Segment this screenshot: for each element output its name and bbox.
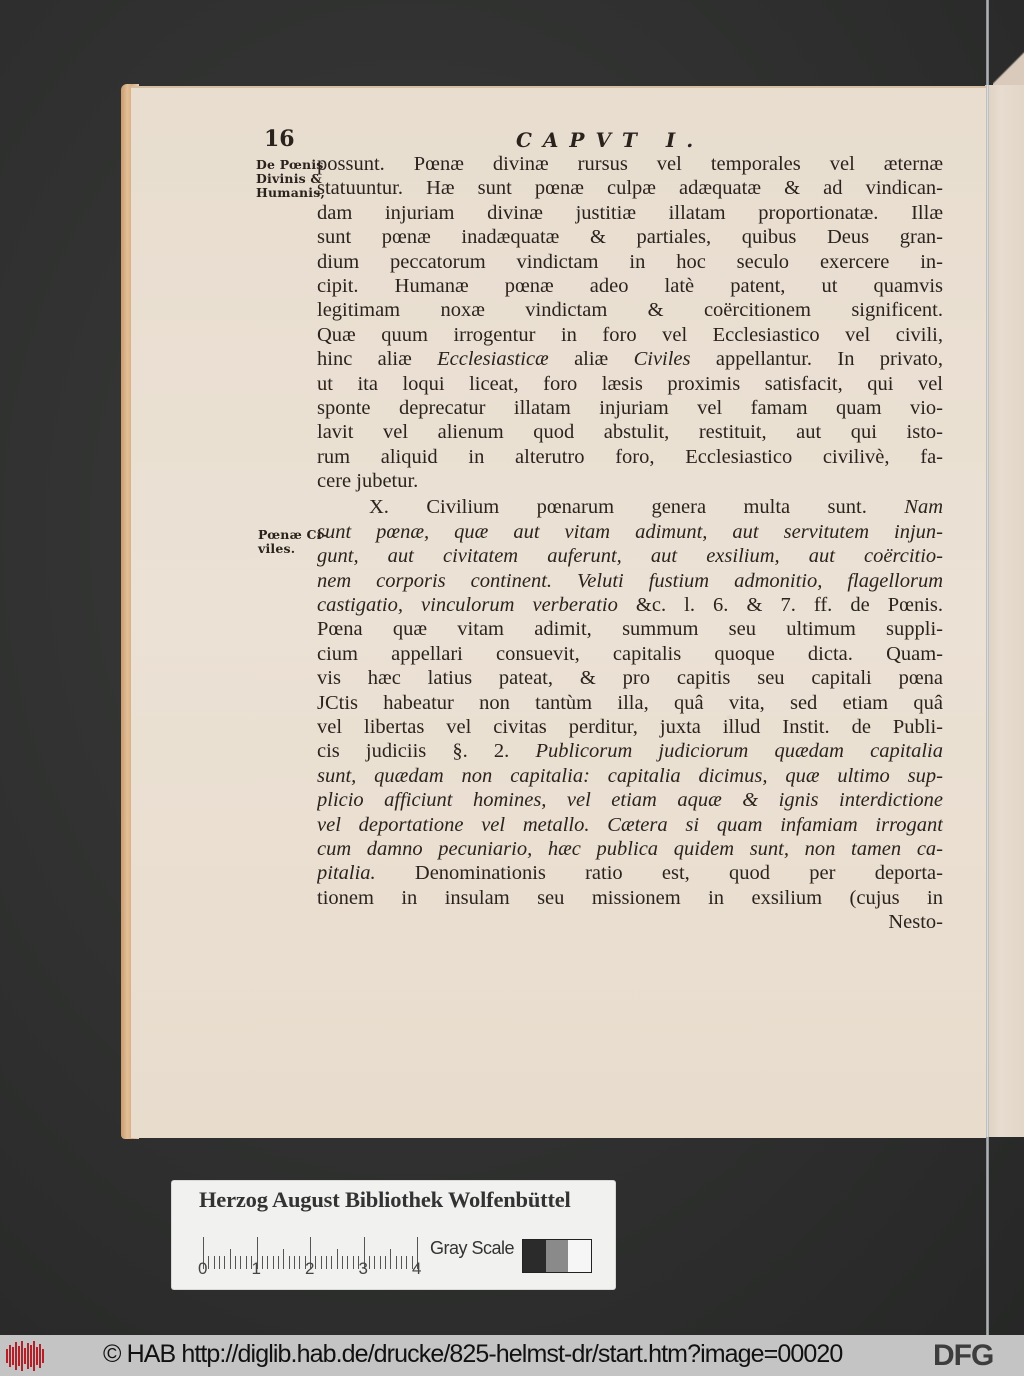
text-line: Nesto-	[888, 911, 943, 934]
ruler-tick	[347, 1256, 348, 1269]
margin-note-line: Pœnæ Ci-	[258, 527, 328, 542]
ruler-tick	[240, 1256, 241, 1269]
ruler-tick	[289, 1256, 290, 1269]
logo-bar	[6, 1349, 8, 1363]
logo-bar	[42, 1349, 44, 1363]
ruler-tick	[326, 1256, 327, 1269]
text-line: legitimam noxæ vindictam & coërcitionem significent.	[317, 299, 943, 322]
text-line: cium appellari consuevit, capitalis quoque dicta. Quam-	[317, 642, 943, 665]
text-line: X. Civilium pœnarum genera multa sunt. Nam	[369, 496, 943, 519]
ruler-label: 1	[251, 1259, 261, 1278]
ruler-tick	[224, 1256, 225, 1269]
ruler-tick	[230, 1249, 231, 1269]
gray-scale-swatches	[522, 1239, 592, 1273]
text-line: nem corporis continent. Veluti fustium admonitio, flagellorum	[317, 569, 943, 592]
ruler-tick	[315, 1256, 316, 1269]
text-line: rum aliquid in alterutro foro, Ecclesiastico civilivè, fa-	[317, 445, 943, 468]
gray-swatch	[568, 1240, 591, 1272]
ruler-tick	[374, 1256, 375, 1269]
ruler-tick	[353, 1256, 354, 1269]
ruler-tick	[321, 1256, 322, 1269]
ruler-tick	[283, 1249, 284, 1269]
ruler-tick	[396, 1256, 397, 1269]
footer-bar	[0, 1335, 1024, 1376]
logo-bar	[33, 1341, 35, 1371]
text-line: sunt, quædam non capitalia: capitalia dicimus, quæ ultimo sup-	[317, 764, 943, 787]
logo-bar	[12, 1347, 14, 1365]
ruler-tick	[390, 1249, 391, 1269]
ruler-tick	[267, 1256, 268, 1269]
ruler-tick	[406, 1256, 407, 1269]
gray-scale-label: Gray Scale	[430, 1238, 515, 1258]
ruler-tick	[208, 1256, 209, 1269]
text-line: sunt pœnæ inadæquatæ & partiales, quibus Deus gran-	[317, 226, 943, 249]
hab-barcode-logo-icon	[6, 1341, 46, 1371]
text-line: pitalia. Denominationis ratio est, quod per deporta-	[317, 862, 943, 885]
text-line: JCtis habeatur non tantùm illa, quâ vita, sed etiam quâ	[317, 691, 943, 714]
facing-page-corner	[993, 48, 1024, 88]
text-line: dium peccatorum vindictam in hoc seculo exercere in-	[317, 250, 943, 273]
text-line: vel deportatione vel metallo. Cætera si quam infamiam irrogant	[317, 813, 943, 836]
ruler-label: 0	[198, 1259, 208, 1278]
logo-bar	[30, 1345, 32, 1367]
ruler-tick	[369, 1256, 370, 1269]
logo-bar	[9, 1345, 11, 1367]
running-head: CAPVT I.	[516, 128, 705, 152]
margin-note-line: Humanis,	[256, 185, 326, 200]
ruler-tick	[235, 1256, 236, 1269]
margin-note-line: viles.	[258, 541, 296, 556]
gray-swatch	[523, 1240, 546, 1272]
text-line: cis judiciis §. 2. Publicorum judiciorum quædam capitalia	[317, 740, 943, 763]
logo-bar	[15, 1342, 17, 1370]
text-line: castigatio, vinculorum verberatio &c. l. 6. & 7. ff. de Pœnis.	[317, 594, 943, 617]
ruler-tick	[273, 1256, 274, 1269]
margin-note-line: Divinis &	[256, 171, 322, 186]
ruler-label: 2	[305, 1259, 315, 1278]
text-line: sunt pœnæ, quæ aut vitam adimunt, aut servitutem injun-	[317, 520, 943, 543]
logo-bar	[24, 1348, 26, 1364]
text-line: vis hæc latius pateat, & pro capitis seu capitali pœna	[317, 667, 943, 690]
ruler-tick	[342, 1256, 343, 1269]
logo-bar	[21, 1341, 23, 1371]
margin-note-line: De Pœnis	[256, 157, 324, 172]
text-line: Quæ quum irrogentur in foro vel Ecclesiastico vel civili,	[317, 323, 943, 346]
text-line: cipit. Humanæ pœnæ adeo latè patent, ut quamvis	[317, 274, 943, 297]
logo-bar	[18, 1346, 20, 1366]
ruler-label: 3	[358, 1259, 368, 1278]
body-text	[317, 152, 943, 935]
ruler-tick	[299, 1256, 300, 1269]
text-line: Pœna quæ vitam adimit, summum seu ultimum suppli-	[317, 618, 943, 641]
ruler-tick	[385, 1256, 386, 1269]
text-line: tionem in insulam seu missionem in exsilium (cujus in	[317, 886, 943, 909]
facing-page-fragment	[985, 85, 1024, 1137]
text-line: possunt. Pœnæ divinæ rursus vel temporales vel æternæ	[317, 153, 943, 175]
text-line: statuuntur. Hæ sunt pœnæ culpæ adæquatæ & ad vindican-	[317, 177, 943, 200]
text-line: lavit vel alienum quod abstulit, restituit, aut qui isto-	[317, 421, 943, 444]
page-header	[264, 126, 944, 150]
ruler-label: 4	[412, 1259, 422, 1278]
ruler-tick	[294, 1256, 295, 1269]
ruler-tick	[401, 1256, 402, 1269]
ruler-tick	[214, 1256, 215, 1269]
copyright-url[interactable]: © HAB http://diglib.hab.de/drucke/825-helmst-dr/start.htm?image=00020	[103, 1340, 843, 1368]
ruler-tick	[246, 1256, 247, 1269]
gray-swatch	[546, 1240, 569, 1272]
library-name: Herzog August Bibliothek Wolfenbüttel	[199, 1187, 571, 1212]
text-line: sponte deprecatur illatam injuriam vel famam quam vio-	[317, 396, 943, 419]
text-line: ut ita loqui liceat, foro læsis proximis satisfacit, qui vel	[317, 372, 943, 395]
text-line: plicio afficiunt homines, vel etiam aquæ & ignis interdictione	[317, 789, 943, 812]
ruler-tick	[380, 1256, 381, 1269]
ruler-tick	[337, 1249, 338, 1269]
text-line: cum damno pecuniario, hæc publica quidem sunt, non tamen ca-	[317, 837, 943, 860]
color-target-card	[172, 1181, 615, 1289]
text-line: vel libertas vel civitas perditur, juxta illud Instit. de Publi-	[317, 715, 943, 738]
ruler-tick	[219, 1256, 220, 1269]
logo-bar	[36, 1347, 38, 1365]
glass-plate-edge	[986, 0, 989, 1335]
ruler-tick	[278, 1256, 279, 1269]
text-line: dam injuriam divinæ justitiæ illatam proportionatæ. Illæ	[317, 201, 943, 224]
ruler-tick	[262, 1256, 263, 1269]
logo-bar	[27, 1343, 29, 1369]
text-line: hinc aliæ Ecclesiasticæ aliæ Civiles appellantur. In privato,	[317, 348, 943, 371]
ruler-tick	[331, 1256, 332, 1269]
dfg-logo: DFG	[933, 1339, 994, 1372]
logo-bar	[39, 1344, 41, 1368]
page-number: 16	[264, 126, 295, 152]
text-line: gunt, aut civitatem auferunt, aut exsilium, aut coërcitio-	[317, 545, 943, 568]
text-line: cere jubetur.	[317, 470, 419, 493]
